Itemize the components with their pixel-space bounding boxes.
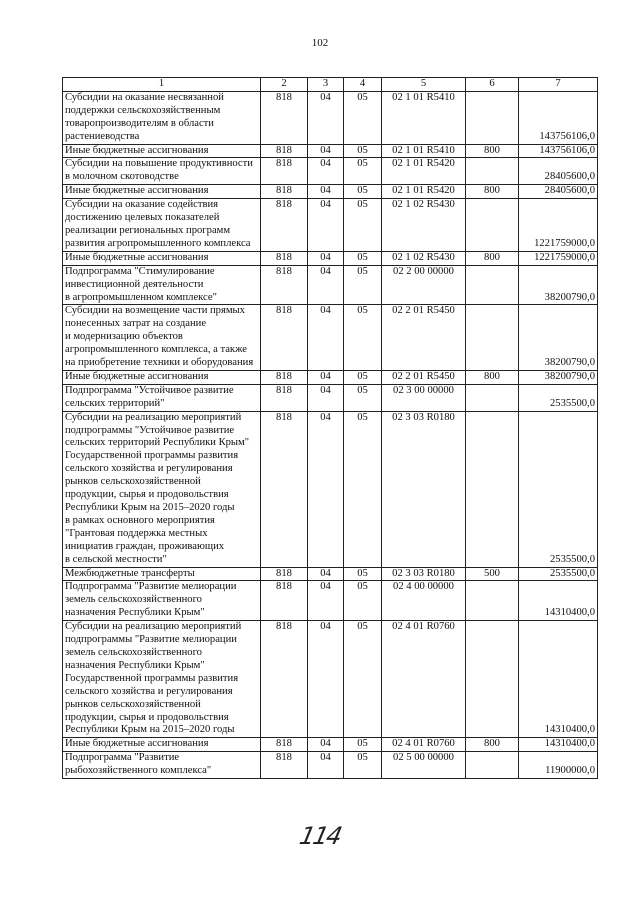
page-number: 102 (311, 37, 329, 49)
target-article-code: 02 4 00 00000 (382, 581, 466, 621)
ministry-code: 818 (261, 199, 308, 252)
amount: 14310400,0 (519, 581, 598, 621)
ministry-code: 818 (261, 581, 308, 621)
ministry-code: 818 (261, 305, 308, 371)
table-row (63, 567, 598, 581)
item-description: Субсидии на повышение продуктивности в молочном скотоводстве (63, 158, 261, 185)
subsection-code: 05 (344, 144, 382, 158)
budget-table (62, 77, 598, 779)
amount: 2535500,0 (519, 567, 598, 581)
ministry-code: 818 (261, 91, 308, 144)
subsection-code: 05 (344, 411, 382, 567)
table-row (63, 265, 598, 305)
item-description: Подпрограмма "Стимулирование инвестиционной деятельности в агропромышленном комплексе" (63, 265, 261, 305)
target-article-code: 02 3 00 00000 (382, 384, 466, 411)
table-row (63, 144, 598, 158)
subsection-code: 05 (344, 567, 382, 581)
subsection-code: 05 (344, 738, 382, 752)
item-description: Подпрограмма "Устойчивое развитие сельских территорий" (63, 384, 261, 411)
item-description: Иные бюджетные ассигнования (63, 370, 261, 384)
table-row (63, 752, 598, 779)
target-article-code: 02 1 01 R5410 (382, 91, 466, 144)
expense-type-code: 800 (466, 144, 519, 158)
amount: 143756106,0 (519, 144, 598, 158)
expense-type-code: 800 (466, 251, 519, 265)
target-article-code: 02 1 01 R5410 (382, 144, 466, 158)
column-header: 2 (261, 78, 308, 92)
ministry-code: 818 (261, 384, 308, 411)
expense-type-code (466, 752, 519, 779)
item-description: Субсидии на оказание содействия достижению целевых показателей реализации региональных программ развития агропромышленного комплекса (63, 199, 261, 252)
subsection-code: 05 (344, 581, 382, 621)
section-code: 04 (308, 581, 344, 621)
ministry-code: 818 (261, 370, 308, 384)
section-code: 04 (308, 621, 344, 738)
ministry-code: 818 (261, 185, 308, 199)
header-row (63, 78, 598, 92)
target-article-code: 02 2 01 R5450 (382, 370, 466, 384)
section-code: 04 (308, 199, 344, 252)
expense-type-code: 800 (466, 185, 519, 199)
column-header: 7 (519, 78, 598, 92)
target-article-code: 02 3 03 R0180 (382, 411, 466, 567)
target-article-code: 02 3 03 R0180 (382, 567, 466, 581)
table-row (63, 621, 598, 738)
ministry-code: 818 (261, 738, 308, 752)
table-row (63, 581, 598, 621)
expense-type-code (466, 411, 519, 567)
section-code: 04 (308, 738, 344, 752)
section-code: 04 (308, 185, 344, 199)
ministry-code: 818 (261, 411, 308, 567)
amount: 1221759000,0 (519, 199, 598, 252)
ministry-code: 818 (261, 144, 308, 158)
section-code: 04 (308, 265, 344, 305)
subsection-code: 05 (344, 370, 382, 384)
subsection-code: 05 (344, 384, 382, 411)
amount: 38200790,0 (519, 370, 598, 384)
table-row (63, 185, 598, 199)
item-description: Подпрограмма "Развитие мелиорации земель сельскохозяйственного назначения Республики Крым" (63, 581, 261, 621)
section-code: 04 (308, 305, 344, 371)
expense-type-code: 800 (466, 370, 519, 384)
table-row (63, 370, 598, 384)
target-article-code: 02 4 01 R0760 (382, 621, 466, 738)
amount: 11900000,0 (519, 752, 598, 779)
expense-type-code (466, 199, 519, 252)
item-description: Иные бюджетные ассигнования (63, 738, 261, 752)
target-article-code: 02 1 02 R5430 (382, 199, 466, 252)
ministry-code: 818 (261, 265, 308, 305)
column-header: 5 (382, 78, 466, 92)
ministry-code: 818 (261, 251, 308, 265)
subsection-code: 05 (344, 305, 382, 371)
expense-type-code: 500 (466, 567, 519, 581)
item-description: Иные бюджетные ассигнования (63, 144, 261, 158)
subsection-code: 05 (344, 185, 382, 199)
column-header: 4 (344, 78, 382, 92)
column-header: 6 (466, 78, 519, 92)
target-article-code: 02 5 00 00000 (382, 752, 466, 779)
target-article-code: 02 2 00 00000 (382, 265, 466, 305)
section-code: 04 (308, 384, 344, 411)
amount: 38200790,0 (519, 305, 598, 371)
amount: 2535500,0 (519, 411, 598, 567)
expense-type-code (466, 305, 519, 371)
ministry-code: 818 (261, 567, 308, 581)
column-header: 3 (308, 78, 344, 92)
expense-type-code (466, 265, 519, 305)
handwritten-page-number: 114 (297, 822, 343, 850)
table-row (63, 158, 598, 185)
ministry-code: 818 (261, 158, 308, 185)
expense-type-code: 800 (466, 738, 519, 752)
ministry-code: 818 (261, 621, 308, 738)
subsection-code: 05 (344, 158, 382, 185)
column-header: 1 (63, 78, 261, 92)
subsection-code: 05 (344, 752, 382, 779)
amount: 1221759000,0 (519, 251, 598, 265)
section-code: 04 (308, 567, 344, 581)
subsection-code: 05 (344, 199, 382, 252)
table-row (63, 91, 598, 144)
section-code: 04 (308, 411, 344, 567)
amount: 28405600,0 (519, 158, 598, 185)
ministry-code: 818 (261, 752, 308, 779)
table-row (63, 411, 598, 567)
target-article-code: 02 2 01 R5450 (382, 305, 466, 371)
amount: 28405600,0 (519, 185, 598, 199)
target-article-code: 02 1 01 R5420 (382, 158, 466, 185)
target-article-code: 02 4 01 R0760 (382, 738, 466, 752)
subsection-code: 05 (344, 251, 382, 265)
section-code: 04 (308, 158, 344, 185)
amount: 38200790,0 (519, 265, 598, 305)
item-description: Субсидии на реализацию мероприятий подпрограммы "Развитие мелиорации земель сельскохозяйственного назначения Республики Крым" Государственной программы развития сельского хозяйства и регулирования рынков сельскохозяйственной продукции, сырья и продовольствия Республики Крым на 2015–2020 годы (63, 621, 261, 738)
section-code: 04 (308, 251, 344, 265)
item-description: Межбюджетные трансферты (63, 567, 261, 581)
expense-type-code (466, 621, 519, 738)
expense-type-code (466, 158, 519, 185)
expense-type-code (466, 384, 519, 411)
table-row (63, 384, 598, 411)
section-code: 04 (308, 370, 344, 384)
item-description: Субсидии на реализацию мероприятий подпрограммы "Устойчивое развитие сельских территорий Республики Крым" Государственной программы развития сельского хозяйства и регулирования рынков сельскохозяйственной продукции, сырья и продовольствия Республики Крым на 2015–2020 годы в рамках основного мероприятия "Грантовая поддержка местных инициатив граждан, проживающих в сельской местности" (63, 411, 261, 567)
item-description: Субсидии на возмещение части прямых понесенных затрат на создание и модернизацию объектов агропромышленного комплекса, а также на приобретение техники и оборудования (63, 305, 261, 371)
subsection-code: 05 (344, 265, 382, 305)
table-row (63, 738, 598, 752)
table-row (63, 199, 598, 252)
target-article-code: 02 1 02 R5430 (382, 251, 466, 265)
table-row (63, 305, 598, 371)
item-description: Иные бюджетные ассигнования (63, 251, 261, 265)
expense-type-code (466, 581, 519, 621)
item-description: Иные бюджетные ассигнования (63, 185, 261, 199)
item-description: Субсидии на оказание несвязанной поддержки сельскохозяйственным товаропроизводителям в области растениеводства (63, 91, 261, 144)
expense-type-code (466, 91, 519, 144)
section-code: 04 (308, 91, 344, 144)
amount: 14310400,0 (519, 738, 598, 752)
section-code: 04 (308, 144, 344, 158)
subsection-code: 05 (344, 91, 382, 144)
target-article-code: 02 1 01 R5420 (382, 185, 466, 199)
table-row (63, 251, 598, 265)
amount: 2535500,0 (519, 384, 598, 411)
section-code: 04 (308, 752, 344, 779)
amount: 14310400,0 (519, 621, 598, 738)
subsection-code: 05 (344, 621, 382, 738)
item-description: Подпрограмма "Развитие рыбохозяйственного комплекса" (63, 752, 261, 779)
amount: 143756106,0 (519, 91, 598, 144)
